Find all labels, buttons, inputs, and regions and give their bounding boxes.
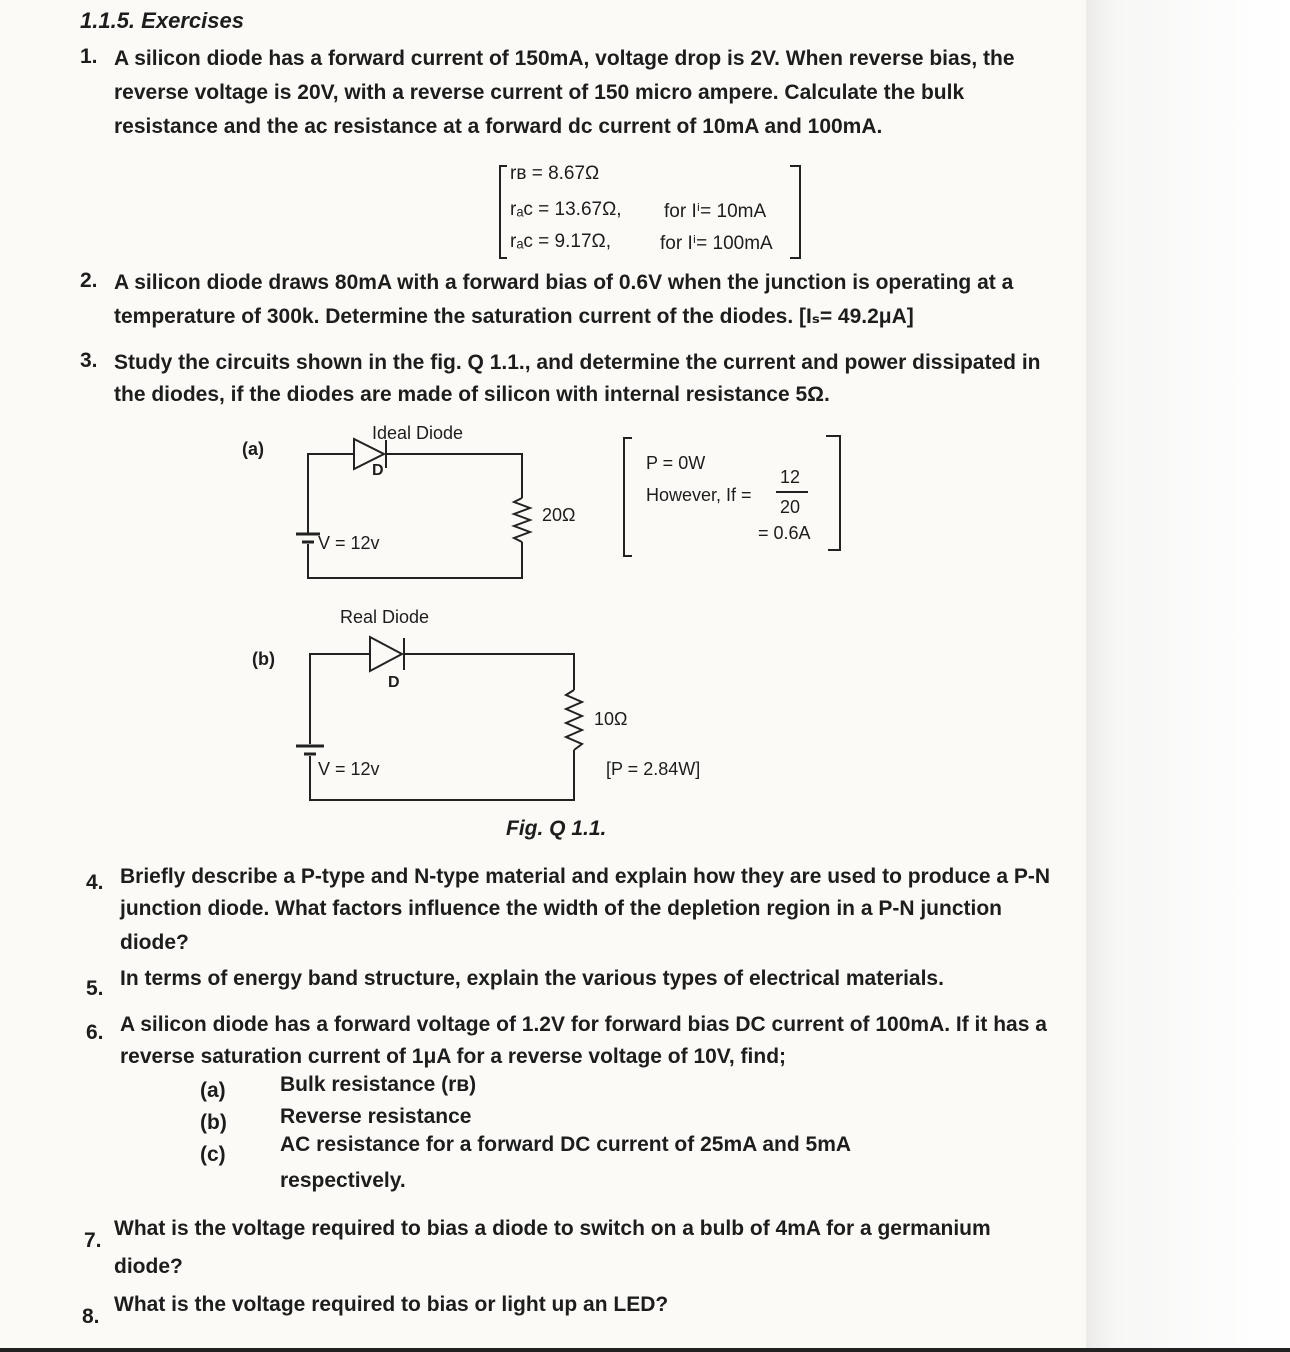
fig-b-diode-letter: D (388, 674, 400, 691)
fig-b-resistor-label: 10Ω (594, 709, 628, 729)
answer-a-bracket-left (624, 438, 632, 556)
q1-bracket-right (790, 166, 800, 258)
q2-line-1: A silicon diode draws 80mA with a forward bias of 0.6V when the junction is operating at a (114, 271, 1014, 294)
q6-item-a-text: Bulk resistance (rʙ) (280, 1073, 477, 1096)
q8-number: 8. (82, 1305, 100, 1328)
q5-line-1: In terms of energy band structure, explain the various types of electrical materials. (120, 967, 944, 990)
q1-line-2: reverse voltage is 20V, with a reverse current of 150 micro ampere. Calculate the bulk (114, 81, 965, 104)
bottom-rule (0, 1348, 1290, 1352)
q1-answer-rb: rʙ = 8.67Ω (510, 163, 600, 184)
q6-item-b-label: (b) (200, 1111, 227, 1134)
q6-line-2: reverse saturation current of 1μA for a reverse voltage of 10V, find; (120, 1045, 787, 1068)
q6-line-1: A silicon diode has a forward voltage of 1.2V for forward bias DC current of 100mA. If it has a (120, 1013, 1047, 1036)
circuit-b-resistor-icon (566, 690, 582, 750)
fig-a-label: (a) (242, 439, 264, 459)
fig-b-source-label: V = 12v (318, 759, 380, 779)
q6-item-b-text: Reverse resistance (280, 1105, 472, 1128)
fig-a-answer-however: However, If = (646, 485, 752, 505)
circuit-b-wire-top (404, 654, 574, 690)
section-title: Exercises (141, 8, 244, 33)
q4-line-1: Briefly describe a P-type and N-type material and explain how they are used to produce a P-N (120, 865, 1051, 888)
fig-b-diode-title: Real Diode (340, 607, 430, 627)
q7-line-2: diode? (114, 1255, 183, 1278)
fig-a-answer-numerator: 12 (780, 467, 801, 487)
q1-answer-rac1: rₐc = 13.67Ω, (510, 199, 622, 220)
answer-a-bracket-right (826, 436, 840, 550)
fig-a-diode-letter: D (372, 462, 384, 479)
q6-item-a-label: (a) (200, 1079, 226, 1102)
fig-a-answer-result: = 0.6A (758, 523, 811, 543)
q4-line-3: diode? (120, 931, 189, 954)
fig-a-source-label: V = 12v (318, 533, 380, 553)
q6-item-c-text: AC resistance for a forward DC current of 25mA and 5mA (280, 1133, 852, 1156)
q3-line-1: Study the circuits shown in the fig. Q 1.1., and determine the current and power dissipated in (114, 351, 1041, 374)
figure-caption: Fig. Q 1.1. (506, 817, 607, 840)
q6-number: 6. (86, 1021, 104, 1044)
fig-a-answer-denominator: 20 (780, 497, 801, 517)
q2-number: 2. (80, 269, 98, 292)
circuit-b-wire-left (310, 654, 370, 744)
q1-line-1: A silicon diode has a forward current of 150mA, voltage drop is 2V. When reverse bias, the (114, 47, 1015, 70)
q8-line-1: What is the voltage required to bias or light up an LED? (114, 1293, 669, 1316)
q4-line-2: junction diode. What factors influence the width of the depletion region in a P-N junction (120, 897, 1002, 920)
q3-number: 3. (80, 349, 98, 372)
q2-line-2: temperature of 300k. Determine the saturation current of the diodes. [Iₛ= 49.2μA] (114, 305, 914, 328)
circuit-a-wire-left (308, 454, 354, 534)
q7-number: 7. (84, 1229, 102, 1252)
fig-a-diode-title: Ideal Diode (372, 423, 464, 443)
section-number: 1.1.5. (80, 8, 136, 33)
q7-line-1: What is the voltage required to bias a diode to switch on a bulb of 4mA for a germanium (114, 1217, 991, 1240)
q1-number: 1. (80, 45, 98, 68)
q1-answer-rac2: rₐc = 9.17Ω, (510, 231, 612, 252)
q6-item-c-label: (c) (200, 1143, 226, 1166)
fig-a-answer-power: P = 0W (646, 453, 706, 473)
q1-answer-cond2: for Iⁱ= 100mA (660, 233, 773, 254)
fig-a-resistor-label: 20Ω (542, 505, 576, 525)
circuit-a-resistor-icon (514, 498, 530, 542)
fig-b-answer: [P = 2.84W] (606, 759, 701, 779)
circuit-a-wire-top (386, 454, 522, 498)
q4-number: 4. (86, 871, 104, 894)
q1-answer-cond1: for Iⁱ= 10mA (664, 201, 767, 222)
circuit-b-diode-icon (370, 637, 402, 671)
q6-tail: respectively. (280, 1169, 406, 1192)
fig-b-label: (b) (252, 649, 275, 669)
q3-line-2: the diodes, if the diodes are made of silicon with internal resistance 5Ω. (114, 383, 830, 406)
q5-number: 5. (86, 977, 104, 1000)
q1-bracket-left (500, 166, 507, 258)
q1-line-3: resistance and the ac resistance at a forward dc current of 10mA and 100mA. (114, 115, 883, 138)
